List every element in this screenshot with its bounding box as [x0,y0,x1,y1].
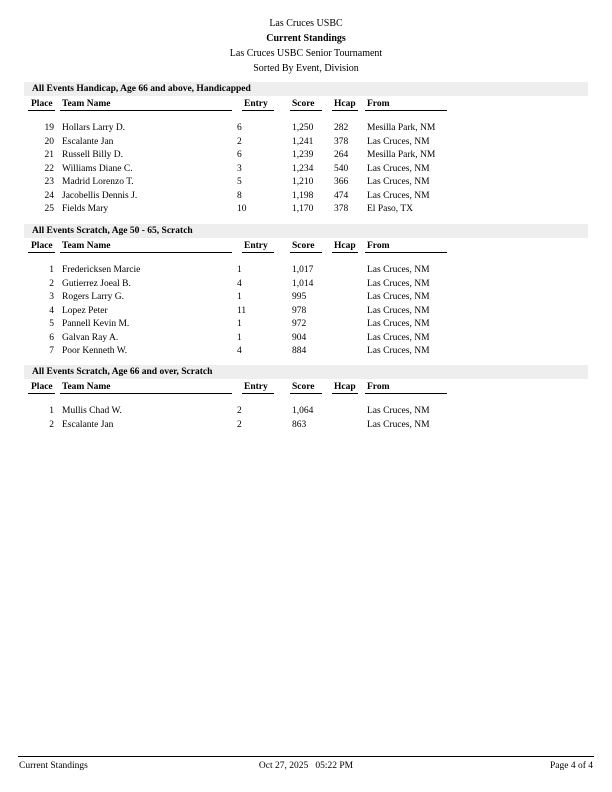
cell-score: 995 [292,292,307,302]
cell-team: Galvan Ray A. [62,332,119,343]
column-underline [242,393,274,394]
cell-from: Mesilla Park, NM [367,150,436,160]
column-underline [60,393,232,394]
cell-entry: 1 [237,332,242,343]
cell-hcap: 540 [334,163,349,174]
column-underline [60,252,232,253]
cell-place: 5 [49,319,54,329]
cell-from: Las Cruces, NM [367,346,430,356]
org-name: Las Cruces USBC [269,18,343,29]
table-row [24,405,588,419]
cell-score: 972 [292,319,307,329]
cell-entry: 8 [237,190,242,201]
column-header-entry: Entry [244,241,268,251]
cell-from: Las Cruces, NM [367,136,430,147]
cell-score: 1,064 [292,406,314,416]
column-underline [28,252,55,253]
cell-entry: 3 [237,163,242,174]
cell-hcap: 474 [334,190,349,201]
cell-score: 1,198 [292,190,314,201]
cell-entry: 2 [237,406,242,416]
column-header-row [24,96,588,112]
column-underline [365,110,447,111]
cell-from: Las Cruces, NM [367,278,430,289]
column-header-row [24,238,588,254]
cell-from: Las Cruces, NM [367,163,430,174]
column-underline [60,110,232,111]
cell-score: 1,241 [292,136,314,147]
cell-from: Las Cruces, NM [367,265,430,275]
table-row [24,190,588,204]
cell-place: 2 [49,278,54,289]
cell-place: 1 [49,265,54,275]
cell-place: 24 [44,190,54,201]
cell-place: 20 [44,136,54,147]
table-row [24,264,588,278]
column-underline [332,110,358,111]
standings-section [24,224,588,359]
column-header-entry: Entry [244,99,268,109]
cell-hcap: 264 [334,150,349,160]
column-header-team: Team Name [62,99,111,109]
cell-score: 904 [292,332,307,343]
cell-team: Jacobellis Dennis J. [62,190,138,201]
footer-left: Current Standings [19,761,88,771]
cell-team: Escalante Jan [62,136,114,147]
cell-entry: 4 [237,278,242,289]
cell-from: Las Cruces, NM [367,419,430,430]
cell-team: Mullis Chad W. [62,406,122,416]
cell-team: Poor Kenneth W. [62,346,128,356]
cell-from: Las Cruces, NM [367,332,430,343]
column-header-score: Score [292,241,315,251]
cell-hcap: 366 [334,177,349,187]
standings-rows [24,405,588,432]
cell-team: Pannell Kevin M. [62,319,130,329]
cell-score: 1,014 [292,278,314,289]
table-row [24,332,588,346]
table-row [24,149,588,163]
cell-from: Las Cruces, NM [367,177,430,187]
standings-rows [24,122,588,217]
cell-team: Lopez Peter [62,305,108,316]
table-row [24,163,588,177]
column-underline [242,252,274,253]
cell-score: 1,239 [292,150,314,160]
table-row [24,203,588,217]
cell-place: 2 [49,419,54,430]
cell-place: 6 [49,332,54,343]
table-row [24,278,588,292]
standings-section [24,82,588,217]
column-header-hcap: Hcap [334,382,356,392]
column-header-hcap: Hcap [334,241,356,251]
column-header-team: Team Name [62,382,111,392]
cell-entry: 1 [237,265,242,275]
column-underline [28,110,55,111]
table-row [24,136,588,150]
cell-place: 22 [44,163,54,174]
cell-hcap: 378 [334,136,349,147]
cell-entry: 10 [237,204,247,214]
column-header-score: Score [292,382,315,392]
cell-entry: 6 [237,150,242,160]
table-row [24,318,588,332]
cell-from: Las Cruces, NM [367,292,430,302]
column-header-row [24,379,588,395]
tournament-name: Las Cruces USBC Senior Tournament [229,48,383,59]
cell-entry: 11 [237,305,247,316]
column-header-score: Score [292,99,315,109]
table-row [24,291,588,305]
cell-place: 4 [49,305,54,316]
cell-entry: 4 [237,346,242,356]
cell-from: Las Cruces, NM [367,319,430,329]
column-header-entry: Entry [244,382,268,392]
cell-team: Madrid Lorenzo T. [62,177,134,187]
standings-rows [24,264,588,359]
footer-page-number: Page 4 of 4 [549,761,593,771]
cell-from: Mesilla Park, NM [367,123,436,133]
column-header-from: From [367,241,390,251]
cell-place: 23 [44,177,54,187]
cell-place: 25 [44,204,54,214]
cell-entry: 1 [237,319,242,329]
section-title: All Events Scratch, Age 50 - 65, Scratch [24,224,588,238]
table-row [24,176,588,190]
cell-team: Hollars Larry D. [62,123,126,133]
column-underline [365,393,447,394]
cell-place: 19 [44,123,54,133]
cell-score: 863 [292,419,307,430]
cell-from: Las Cruces, NM [367,190,430,201]
cell-place: 3 [49,292,54,302]
column-underline [290,110,322,111]
cell-score: 1,234 [292,163,314,174]
column-underline [332,393,358,394]
column-underline [242,110,274,111]
cell-score: 1,017 [292,265,314,275]
footer-divider [18,756,594,757]
cell-place: 1 [49,406,54,416]
cell-place: 7 [49,346,54,356]
column-header-place: Place [31,382,53,392]
cell-score: 1,250 [292,123,314,133]
cell-team: Fredericksen Marcie [62,265,141,275]
cell-from: El Paso, TX [367,204,414,214]
column-header-hcap: Hcap [334,99,356,109]
column-header-from: From [367,99,390,109]
cell-from: Las Cruces, NM [367,406,430,416]
cell-team: Gutierrez Joeal B. [62,278,131,289]
cell-score: 978 [292,305,307,316]
column-header-place: Place [31,99,53,109]
table-row [24,122,588,136]
cell-entry: 2 [237,419,242,430]
cell-from: Las Cruces, NM [367,305,430,316]
section-title: All Events Handicap, Age 66 and above, Handicapped [24,82,588,96]
page-title: Current Standings [266,33,346,44]
standings-section [24,365,588,432]
footer-timestamp: Oct 27, 2025 05:22 PM [258,761,354,771]
cell-team: Escalante Jan [62,419,114,430]
cell-team: Russell Billy D. [62,150,123,160]
column-header-team: Team Name [62,241,111,251]
column-underline [290,252,322,253]
table-row [24,345,588,359]
table-row [24,305,588,319]
column-underline [28,393,55,394]
column-header-place: Place [31,241,53,251]
cell-entry: 1 [237,292,242,302]
cell-score: 1,210 [292,177,314,187]
column-header-from: From [367,382,390,392]
cell-entry: 5 [237,177,242,187]
cell-entry: 6 [237,123,242,133]
cell-entry: 2 [237,136,242,147]
cell-score: 1,170 [292,204,314,214]
cell-hcap: 378 [334,204,349,214]
cell-team: Rogers Larry G. [62,292,124,302]
column-underline [365,252,447,253]
section-title: All Events Scratch, Age 66 and over, Scratch [24,365,588,379]
cell-team: Fields Mary [62,204,109,214]
cell-place: 21 [44,150,54,160]
column-underline [332,252,358,253]
cell-team: Williams Diane C. [62,163,133,174]
table-row [24,419,588,433]
cell-score: 884 [292,346,307,356]
column-underline [290,393,322,394]
sort-description: Sorted By Event, Division [253,63,359,74]
cell-hcap: 282 [334,123,349,133]
